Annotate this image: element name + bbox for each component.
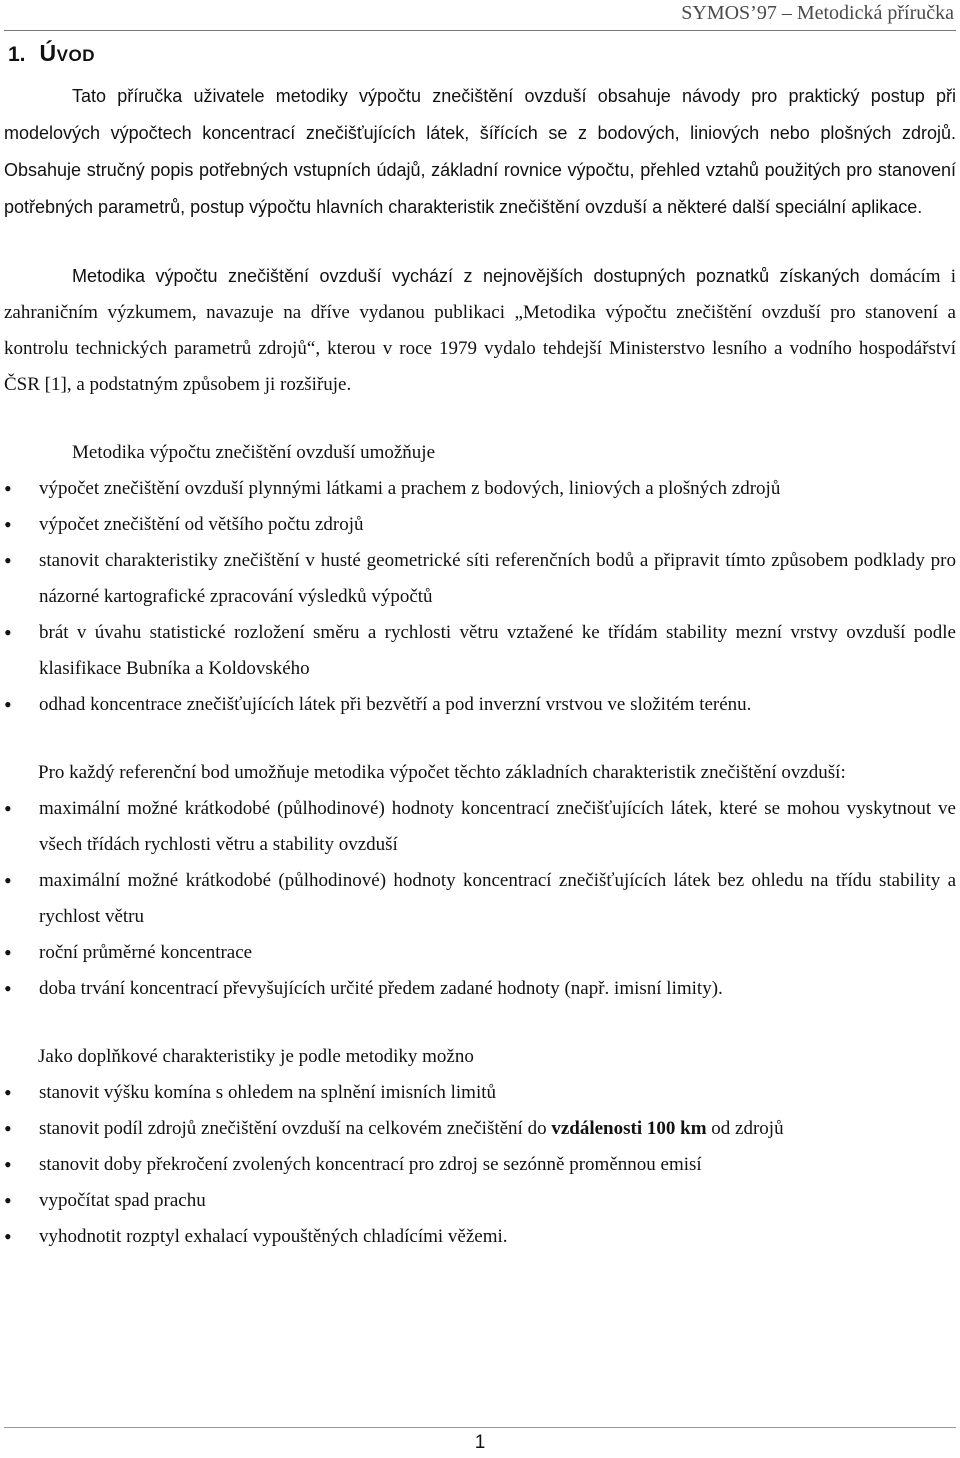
list-item: • roční průměrné koncentrace <box>4 935 956 971</box>
intro-text-part2: Obsahuje stručný popis potřebných vstupních údajů, základní rovnice výpočtu, přehled vztahů použitých pro stanovení potřebných parametrů, postup výpočtu hlavních charakteristik <box>4 160 956 217</box>
chapter-title-initial: Ú <box>39 40 57 66</box>
intro-text-part1: Tato příručka uživatele metodiky výpočtu znečištění ovzduší obsahuje návody pro praktický postup při modelových výpočtech koncentrací znečišťujících látek, šířících se z bodových, liniových nebo plošných zdrojů. <box>4 86 956 143</box>
list-item: • maximální možné krátkodobé (půlhodinové) hodnoty koncentrací znečišťujících látek, které se mohou vyskytnout ve všech třídách rychlosti větru a stability ovzduší <box>4 791 956 863</box>
page-body <box>4 78 956 1255</box>
list-item: • vyhodnotit rozptyl exhalací vypouštěných chladícími věžemi. <box>4 1219 956 1255</box>
list-item: • stanovit doby překročení zvolených koncentrací pro zdroj se sezónně proměnnou emisí <box>4 1147 956 1183</box>
chapter-title-rest: VOD <box>56 46 95 65</box>
section2-list <box>4 791 956 1007</box>
running-header: SYMOS’97 – Metodická příručka <box>681 2 954 24</box>
list-item: • doba trvání koncentrací převyšujících určité předem zadané hodnoty (např. imisní limity). <box>4 971 956 1007</box>
section1-list <box>4 471 956 723</box>
methodology-text-part1: Metodika výpočtu znečištění ovzduší vychází z nejnovějších dostupných poznatků získaných <box>72 266 860 286</box>
list-item-bold-text: vzdálenosti 100 km <box>551 1118 707 1139</box>
intro-text-part3: znečištění ovzduší a některé další speciální aplikace. <box>499 197 923 217</box>
list-item <box>4 1111 956 1147</box>
list-item: • vypočítat spad prachu <box>4 1183 956 1219</box>
page-number: 1 <box>474 1432 486 1453</box>
list-item: • stanovit charakteristiky znečištění v husté geometrické síti referenčních bodů a připravit tímto způsobem podklady pro názorné kartografické zpracování výsledků výpočtů <box>4 543 956 615</box>
chapter-title <box>39 40 95 66</box>
section2-intro: Pro každý referenční bod umožňuje metodika výpočet těchto základních charakteristik znečištění ovzduší: <box>38 762 846 783</box>
list-item: • brát v úvahu statistické rozložení směru a rychlosti větru vztažené ke třídám stability mezní vrstvy ovzduší podle klasifikace Bubníka a Koldovského <box>4 615 956 687</box>
list-item: • výpočet znečištění od většího počtu zdrojů <box>4 507 956 543</box>
section3-intro: Jako doplňkové charakteristiky je podle metodiky možno <box>38 1046 474 1067</box>
chapter-number: 1. <box>8 43 26 66</box>
list-item: • výpočet znečištění ovzduší plynnými látkami a prachem z bodových, liniových a plošných zdrojů <box>4 471 956 507</box>
list-item-text-post: od zdrojů <box>706 1118 784 1139</box>
section3-list <box>4 1075 956 1255</box>
list-item: • stanovit výšku komína s ohledem na splnění imisních limitů <box>4 1075 956 1111</box>
section1-intro: Metodika výpočtu znečištění ovzduší umožňuje <box>72 442 436 463</box>
methodology-paragraph <box>4 258 956 403</box>
methodology-text-part2: domácím i zahraničním výzkumem, navazuje na dříve vydanou publikaci „Metodika výpočtu znečištění ovzduší pro stanovení a kontrolu technických parametrů zdrojů“, kterou v roce 1979 vydalo tehdejší Ministerstvo lesního a vodního hospodářství ČSR [1], a podstatným způsobem ji rozšiřuje. <box>4 266 956 395</box>
intro-paragraph <box>4 78 956 226</box>
list-item: • odhad koncentrace znečišťujících látek při bezvětří a pod inverzní vrstvou ve složitém terénu. <box>4 687 956 723</box>
list-item-text-pre: stanovit podíl zdrojů znečištění ovzduší na celkovém znečištění do <box>39 1118 552 1139</box>
chapter-heading <box>8 40 95 67</box>
list-item: • maximální možné krátkodobé (půlhodinové) hodnoty koncentrací znečišťujících látek bez ohledu na třídu stability a rychlost větru <box>4 863 956 935</box>
footer-divider <box>4 1427 956 1428</box>
header-divider <box>4 30 956 31</box>
